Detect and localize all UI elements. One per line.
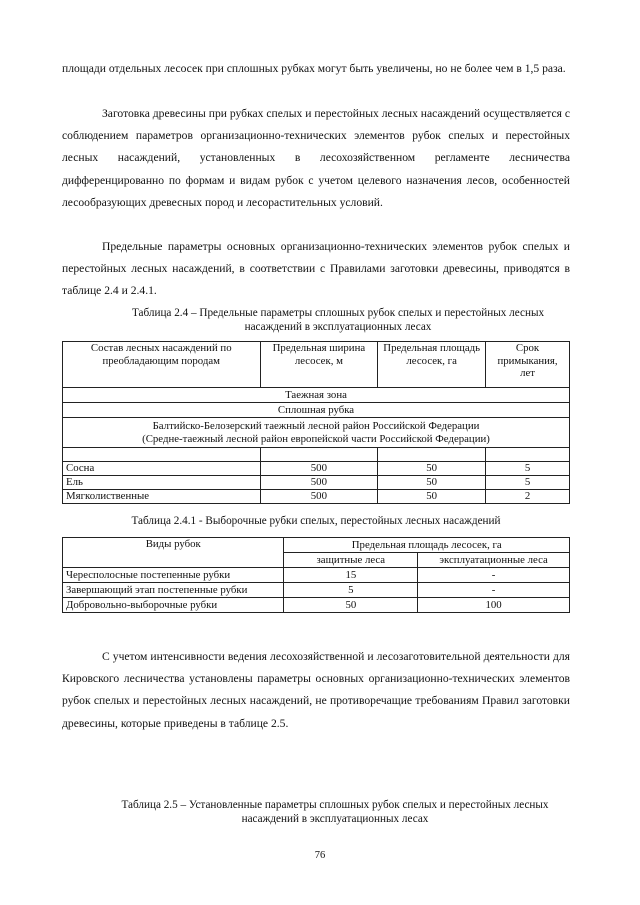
adjacency-cell: 5 <box>486 462 570 476</box>
table-row <box>63 490 570 504</box>
region-row <box>63 418 570 448</box>
table-row <box>63 583 570 598</box>
protective-cell: 15 <box>284 568 418 583</box>
header-width: Предельная ширина лесосек, м <box>260 342 378 388</box>
adjacency-cell: 5 <box>486 476 570 490</box>
page-number: 76 <box>314 850 326 861</box>
zone-row: Таежная зона <box>63 388 570 403</box>
table-2-4-caption: Таблица 2.4 – Предельные параметры сплошных рубок спелых и перестойных лесных насаждений в эксплуатационных лесах <box>131 307 545 333</box>
cut-type-cell: Чересполосные постепенные рубки <box>63 568 284 583</box>
region-line-2: (Средне-таежный лесной район европейской части Российской Федерации) <box>142 432 490 445</box>
operational-cell: - <box>418 583 570 598</box>
region-line-1: Балтийско-Белозерский таежный лесной район Российской Федерации <box>152 420 480 432</box>
paragraph-2: Предельные параметры основных организационно-технических элементов рубок спелых и перестойных лесных насаждений, в соответствии с Правилами заготовки древесины, приводятся в таблице 2.4 и 2.4.1. <box>62 240 570 298</box>
operational-cell: - <box>418 568 570 583</box>
area-cell: 50 <box>378 462 486 476</box>
width-cell: 500 <box>260 462 378 476</box>
species-cell: Сосна <box>63 462 261 476</box>
table-2-4 <box>62 341 570 504</box>
area-cell: 50 <box>378 490 486 504</box>
table-2-4-1-caption: Таблица 2.4.1 - Выборочные рубки спелых, перестойных лесных насаждений <box>131 515 501 527</box>
header-protective: защитные леса <box>284 553 418 568</box>
header-operational: эксплуатационные леса <box>418 553 570 568</box>
table-row <box>63 568 570 583</box>
protective-cell: 5 <box>284 583 418 598</box>
cut-type-cell: Добровольно-выборочные рубки <box>63 598 284 613</box>
cut-type-row: Сплошная рубка <box>63 403 570 418</box>
width-cell: 500 <box>260 490 378 504</box>
table-row <box>63 462 570 476</box>
area-cell: 50 <box>378 476 486 490</box>
table-2-5-caption: Таблица 2.5 – Установленные параметры сплошных рубок спелых и перестойных лесных насаждений в эксплуатационных лесах <box>121 799 549 825</box>
paragraph-3: С учетом интенсивности ведения лесохозяйственной и лесозаготовительной деятельности для Кировского лесничества установлены параметры основных организационно-технических элементов рубок спелых и перестойных лесных насаждений, не противоречащие требованиям Правил заготовки древесины, которые приведены в таблице 2.5. <box>62 650 570 730</box>
paragraph-1: Заготовка древесины при рубках спелых и перестойных лесных насаждений осуществляется с соблюдением параметров организационно-технических элементов рубок спелых и перестойных лесных насаждений, установленных в лесохозяйственном регламенте лесничества дифференцированно по формам и видам рубок с учетом целевого назначения лесов, особенностей лесообразующих древесных пород и лесорастительных условий. <box>62 107 570 209</box>
table-row <box>63 598 570 613</box>
cut-type-cell: Завершающий этап постепенные рубки <box>63 583 284 598</box>
adjacency-cell: 2 <box>486 490 570 504</box>
header-max-area: Предельная площадь лесосек, га <box>284 538 570 553</box>
species-cell: Мягколиственные <box>63 490 261 504</box>
table-header-row <box>63 342 570 388</box>
paragraph-0: площади отдельных лесосек при сплошных рубках могут быть увеличены, но не более чем в 1,5 раза. <box>62 62 566 75</box>
operational-cell: 100 <box>418 598 570 613</box>
table-row <box>63 476 570 490</box>
protective-cell: 50 <box>284 598 418 613</box>
header-composition: Состав лесных насаждений по преобладающим породам <box>63 342 261 388</box>
width-cell: 500 <box>260 476 378 490</box>
header-adjacency: Срок примыкания, лет <box>486 342 570 388</box>
header-cut-type: Виды рубок <box>63 538 284 568</box>
header-area: Предельная площадь лесосек, га <box>378 342 486 388</box>
table-2-4-1 <box>62 537 570 613</box>
species-cell: Ель <box>63 476 261 490</box>
